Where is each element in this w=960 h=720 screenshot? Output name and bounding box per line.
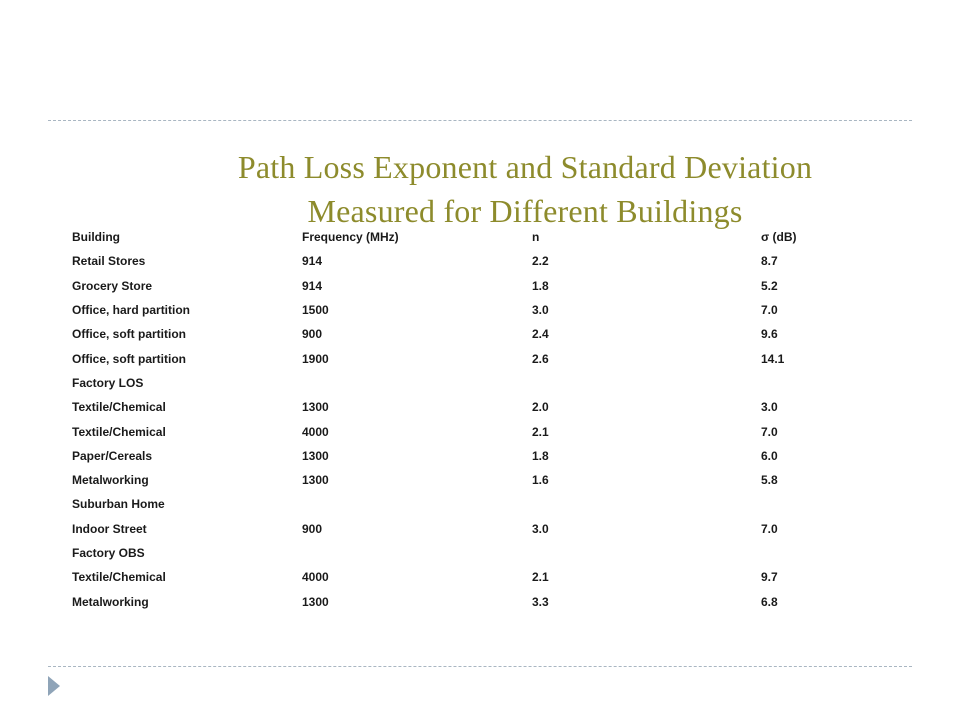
cell-building: Factory OBS xyxy=(72,546,145,560)
cell-std-dev: 9.7 xyxy=(761,570,778,585)
table-row xyxy=(72,492,881,516)
cell-exponent: 1.8 xyxy=(532,448,549,463)
table-row xyxy=(72,468,881,492)
bottom-divider xyxy=(48,666,912,667)
cell-exponent: 2.4 xyxy=(532,327,549,342)
table-row xyxy=(72,371,881,395)
table-row xyxy=(72,274,881,298)
cell-frequency xyxy=(302,371,532,395)
cell-exponent: 2.1 xyxy=(532,570,549,585)
table-row xyxy=(72,589,881,613)
cell-exponent: 3.0 xyxy=(532,521,549,536)
cell-building: Metalworking xyxy=(72,594,149,609)
cell-building: Office, soft partition xyxy=(72,327,186,342)
cell-std-dev: 8.7 xyxy=(761,254,778,269)
cell-exponent xyxy=(532,541,761,565)
table-row xyxy=(72,298,881,322)
table-row xyxy=(72,249,881,273)
cell-std-dev: 6.0 xyxy=(761,448,778,463)
cell-exponent: 2.1 xyxy=(532,424,549,439)
cell-frequency: 1300 xyxy=(302,594,329,609)
cell-frequency: 1500 xyxy=(302,303,329,318)
cell-frequency: 1300 xyxy=(302,400,329,415)
cell-frequency: 4000 xyxy=(302,570,329,585)
cell-std-dev xyxy=(761,492,881,516)
cell-std-dev: 9.6 xyxy=(761,327,778,342)
cell-frequency: 4000 xyxy=(302,424,329,439)
cell-building: Office, hard partition xyxy=(72,303,191,318)
cell-std-dev: 14.1 xyxy=(761,351,785,366)
cell-exponent: 2.0 xyxy=(532,400,549,415)
cell-building: Factory LOS xyxy=(72,375,144,390)
cell-building: Suburban Home xyxy=(72,497,165,512)
cell-building: Metalworking xyxy=(72,473,149,488)
table-row xyxy=(72,419,881,443)
cell-exponent: 3.3 xyxy=(532,594,549,609)
cell-std-dev: 3.0 xyxy=(761,400,778,415)
title-line-1: Path Loss Exponent and Standard Deviation xyxy=(237,149,813,185)
table-header-row xyxy=(72,225,881,249)
cell-exponent: 1.6 xyxy=(532,473,549,488)
cell-frequency: 900 xyxy=(302,521,323,536)
path-loss-table xyxy=(72,225,881,614)
cell-building: Indoor Street xyxy=(72,521,147,536)
table-row xyxy=(72,346,881,370)
cell-building: Textile/Chemical xyxy=(72,400,166,415)
table-row xyxy=(72,541,881,565)
cell-exponent xyxy=(532,371,761,395)
cell-exponent: 2.2 xyxy=(532,254,549,269)
cell-frequency: 914 xyxy=(302,278,323,293)
cell-exponent: 2.6 xyxy=(532,351,549,366)
column-header-frequency: Frequency (MHz) xyxy=(302,230,399,245)
title-line-2: Measured for Different Buildings xyxy=(307,193,743,229)
cell-std-dev xyxy=(761,371,881,395)
cell-exponent: 1.8 xyxy=(532,278,549,293)
cell-std-dev: 5.8 xyxy=(761,473,778,488)
cell-std-dev: 7.0 xyxy=(761,424,778,439)
cell-frequency: 1900 xyxy=(302,351,329,366)
table-row xyxy=(72,444,881,468)
cell-exponent xyxy=(532,492,761,516)
column-header-building: Building xyxy=(72,230,120,245)
cell-frequency: 1300 xyxy=(302,448,329,463)
table-row xyxy=(72,565,881,589)
cell-std-dev: 5.2 xyxy=(761,278,778,293)
cell-frequency xyxy=(302,541,532,565)
cell-building: Paper/Cereals xyxy=(72,448,153,463)
cell-building: Grocery Store xyxy=(72,278,153,293)
column-header-std-dev: σ (dB) xyxy=(761,230,797,245)
table-row xyxy=(72,517,881,541)
cell-building: Textile/Chemical xyxy=(72,570,166,585)
cell-exponent: 3.0 xyxy=(532,303,549,318)
cell-frequency xyxy=(302,492,532,516)
column-header-exponent: n xyxy=(532,230,540,245)
cell-std-dev xyxy=(761,541,881,565)
triangle-right-icon[interactable] xyxy=(48,676,60,696)
cell-std-dev: 7.0 xyxy=(761,303,778,318)
cell-building: Textile/Chemical xyxy=(72,424,166,439)
top-divider xyxy=(48,120,912,121)
cell-building: Office, soft partition xyxy=(72,351,186,366)
cell-std-dev: 7.0 xyxy=(761,521,778,536)
table-row xyxy=(72,322,881,346)
cell-frequency: 900 xyxy=(302,327,323,342)
cell-building: Retail Stores xyxy=(72,254,146,269)
cell-std-dev: 6.8 xyxy=(761,594,778,609)
table-row xyxy=(72,395,881,419)
slide-title xyxy=(120,145,930,233)
cell-frequency: 914 xyxy=(302,254,323,269)
cell-frequency: 1300 xyxy=(302,473,329,488)
